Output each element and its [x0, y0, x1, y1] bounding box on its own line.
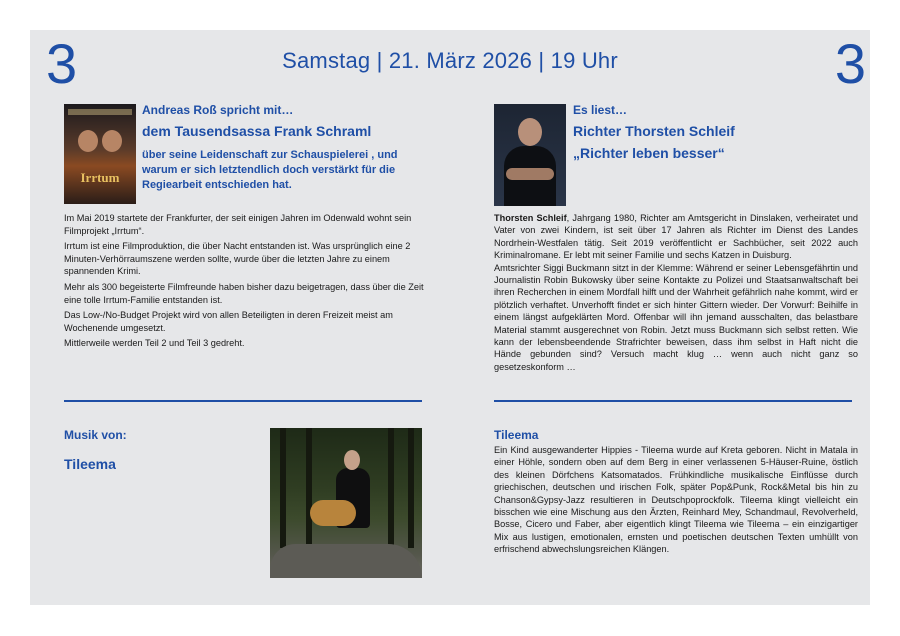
- reading-heading: [573, 102, 853, 164]
- program-page: [30, 30, 870, 605]
- author-bio: [494, 212, 858, 262]
- interview-topic: über seine Leidenschaft zur Schauspielerei , und warum er sich letztendlich doch verstärkt für die Regiearbeit entschieden hat.: [142, 149, 398, 191]
- section-divider-right: [494, 400, 852, 402]
- forest-tree: [306, 428, 312, 548]
- judge-portrait-image: [494, 104, 566, 206]
- poster-credits-strip: [68, 109, 132, 115]
- musician-head: [344, 450, 360, 470]
- artist-description: Ein Kind ausgewanderter Hippies - Tileema wurde auf Kreta geboren. Nicht in Matala in einer Höhle, sondern oben auf dem Berg in einer verlassenen 5-Häuser-Ruine, östlich des kleinen Dörfchens Katsomatados. Frühkindliche musikalische Einflüsse durch griechischen, deutschen und irischen Folk, später Pop&Punk, Rock&Metal bis hin zu Chanson&Gypsy-Jazz resultieren in Deutschpoprockfolk. Tileema klingt vielleicht ein bisschen wie eine Mischung aus den Ärzten, Reinhard Mey, Schandmaul, Revolverheld, Bosse, Cicero und Faber, aber eigentlich klingt Tileema wie Tileema – ein einzigartiger Mix aus lustigen, emotionalen, ernsten und poetischen deutschen Texten umhüllt von erfrischend abwechslungsreichen Klängen.: [494, 445, 858, 555]
- event-date-title: Samstag | 21. März 2026 | 19 Uhr: [282, 48, 618, 73]
- reading-book-title: „Richter leben besser“: [573, 145, 725, 161]
- paragraph: Mehr als 300 begeisterte Filmfreunde haben bisher dazu beigetragen, dass über die Zeit eine tolle Irrtum-Familie entstanden ist.: [64, 281, 424, 305]
- music-label: Musik von:: [64, 428, 127, 442]
- forest-tree: [388, 428, 394, 548]
- musician-photo-image: [270, 428, 422, 578]
- artist-title: Tileema: [494, 428, 539, 442]
- author-name: Thorsten Schleif: [494, 213, 567, 223]
- section-divider-left: [64, 400, 422, 402]
- forest-tree: [280, 428, 286, 548]
- reading-intro: Es liest…: [573, 103, 628, 117]
- paragraph: Mittlerweile werden Teil 2 und Teil 3 gedreht.: [64, 338, 245, 349]
- photo-rock: [270, 544, 422, 578]
- reading-description: [494, 212, 858, 373]
- portrait-arms: [506, 168, 554, 180]
- paragraph: Das Low-/No-Budget Projekt wird von allen Beteiligten in deren Freizeit meist am Wochenende umgesetzt.: [64, 310, 393, 333]
- paragraph: Im Mai 2019 startete der Frankfurter, der seit einigen Jahren im Odenwald wohnt sein Filmprojekt „Irrtum“.: [64, 213, 412, 236]
- interview-guest: dem Tausendsassa Frank Schraml: [142, 123, 372, 139]
- interview-heading: [142, 102, 442, 193]
- forest-tree: [408, 428, 414, 548]
- poster-face-right: [102, 130, 122, 152]
- page-number-right: 3: [834, 32, 866, 95]
- interview-description: [64, 212, 426, 353]
- interview-intro: Andreas Roß spricht mit…: [142, 103, 294, 117]
- page-number-left: 3: [46, 32, 78, 95]
- reading-author: Richter Thorsten Schleif: [573, 123, 735, 139]
- music-artist-name: Tileema: [64, 456, 116, 472]
- author-bio-text: , Jahrgang 1980, Richter am Amtsgericht in Dinslaken, verheiratet und Vater von zwei Kindern, ist seit über 17 Jahren als Richter im Dienst des Landes Nordrhein-Westfalen tätig. Seit 2019 veröffentlicht er Sachbücher, seit 2022 auch Kriminalromane. Er lebt mit seiner Familie und sechs Katzen in Duisburg.: [494, 213, 858, 261]
- poster-title: Irrtum: [80, 170, 120, 185]
- film-poster-image: [64, 104, 136, 204]
- guitar: [310, 500, 356, 526]
- poster-face-left: [78, 130, 98, 152]
- paragraph: Irrtum ist eine Filmproduktion, die über Nacht entstanden ist. Was ursprünglich eine 2 Minuten-Verhörraumszene werden sollte, wurde über die letzten Jahre zu einem spannenden Krimi.: [64, 241, 411, 277]
- book-synopsis: Amtsrichter Siggi Buckmann sitzt in der Klemme: Während er seiner Lebensgefährtin und Journalistin Robin Bukowsky über seine Kontakte zu Polizei und Staatsanwaltschaft bei ihren Recherchen in einem Mordfall hilft und der Wahrheit gefährlich nahe kommt, wird er plötzlich verhaftet. Unverhofft findet er sich hinter Gittern wieder. Der Vorwurf: Beihilfe in einem längst aufgeklärten Mord. Offenbar will ihn jemand ausschalten, das belastbare Material stammt ausgerechnet von Robin. Jetzt muss Buckmann sich selbst retten. Wie kann der lebensbeendende Strafrichter beweisen, dass ihm selbst in Haft nicht die Hände gebunden sind? Versuch macht klug … wenn auch nicht ganz so gesetzeskonform …: [494, 262, 858, 372]
- portrait-head: [518, 118, 542, 146]
